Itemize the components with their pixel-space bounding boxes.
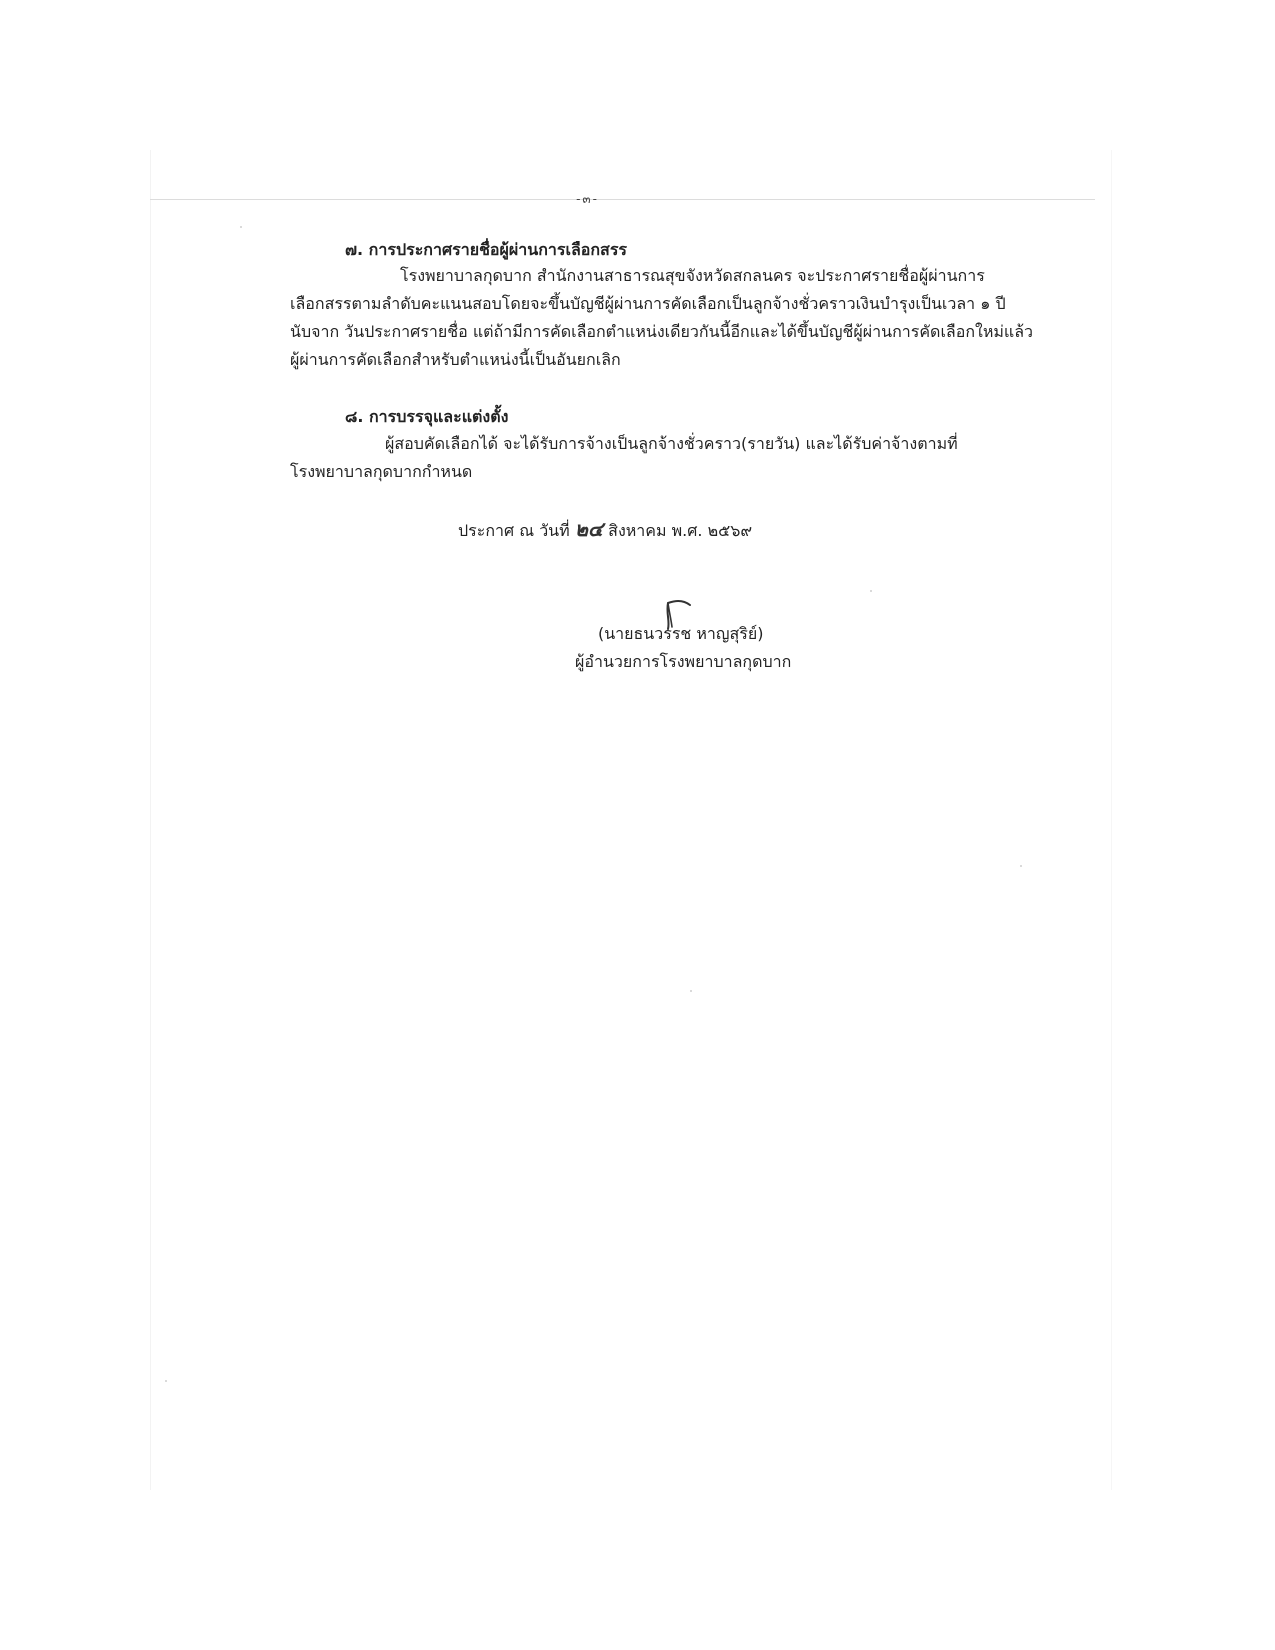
scan-speck [690, 990, 692, 992]
signatory-position: ผู้อำนวยการโรงพยาบาลกุดบาก [575, 652, 792, 671]
section7-body [290, 262, 1034, 374]
announcement-date [458, 513, 752, 545]
section7-line-3: นับจาก วันประกาศรายชื่อ แต่ถ้ามีการคัดเลือกตำแหน่งเดียวกันนี้อีกและได้ขึ้นบัญชีผู้ผ่านการคัดเลือกใหม่แล้ว [290, 322, 1034, 341]
handwritten-day: ๒๔ [574, 517, 604, 541]
signatory-name: (นายธนวรรช หาญสุริย์) [598, 624, 764, 643]
section8-heading: ๘. การบรรจุและแต่งตั้ง [345, 407, 509, 426]
page-number: -๓- [576, 192, 599, 206]
announcement-month-year: สิงหาคม พ.ศ. ๒๕๖๙ [608, 521, 753, 540]
scan-speck [1020, 865, 1022, 867]
announcement-prefix: ประกาศ ณ วันที่ [458, 521, 570, 540]
section7-line-2: เลือกสรรตามลำดับคะแนนสอบโดยจะขึ้นบัญชีผู้ผ่านการคัดเลือกเป็นลูกจ้างชั่วคราวเงินบำรุงเป็นเวลา ๑ ปี [290, 294, 1006, 313]
section7-line-4: ผู้ผ่านการคัดเลือกสำหรับตำแหน่งนี้เป็นอันยกเลิก [290, 350, 621, 369]
section8-line-2: โรงพยาบาลกุดบากกำหนด [290, 462, 473, 481]
section7-heading: ๗. การประกาศรายชื่อผู้ผ่านการเลือกสรร [345, 240, 627, 259]
section8-body [290, 430, 1015, 486]
scan-speck [165, 1380, 167, 1382]
section8-line-1: ผู้สอบคัดเลือกได้ จะได้รับการจ้างเป็นลูกจ้างชั่วคราว(รายวัน) และได้รับค่าจ้างตามที่ [385, 434, 958, 453]
section7-line-1: โรงพยาบาลกุดบาก สำนักงานสาธารณสุขจังหวัดสกลนคร จะประกาศรายชื่อผู้ผ่านการ [400, 266, 985, 285]
scan-speck [870, 590, 872, 592]
scan-speck [240, 226, 242, 228]
